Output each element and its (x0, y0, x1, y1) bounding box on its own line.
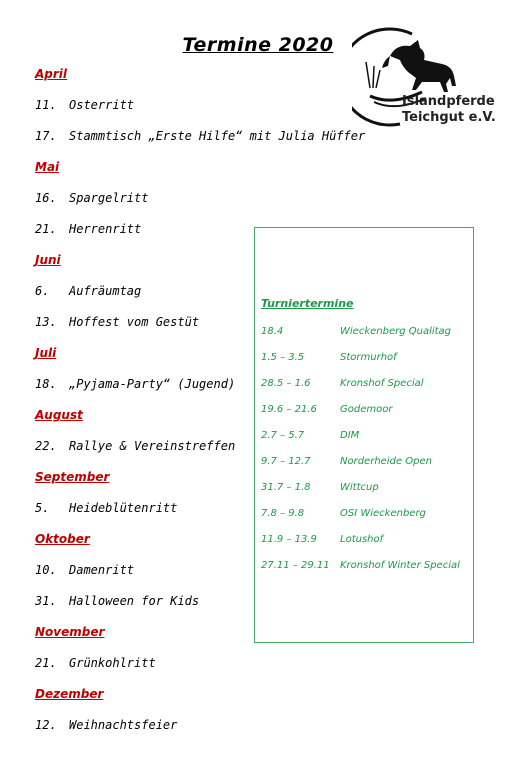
event-name: Aufräumtag (69, 284, 142, 298)
event-row (35, 98, 134, 112)
tournament-date: 27.11 – 29.11 (261, 560, 330, 571)
tournament-name: Kronshof Winter Special (340, 560, 460, 571)
event-name: Halloween for Kids (69, 594, 200, 608)
month-heading: Dezember (35, 687, 104, 701)
month-heading: Mai (35, 160, 60, 174)
event-row (35, 284, 141, 298)
tournament-row (261, 430, 359, 441)
tournament-date: 9.7 – 12.7 (261, 456, 311, 467)
tournament-date: 28.5 – 1.6 (261, 378, 311, 389)
event-day: 6. (35, 284, 50, 298)
event-day: 17. (35, 129, 57, 143)
tournament-row (261, 508, 426, 519)
tournament-row (261, 482, 379, 493)
month-heading: Juli (35, 346, 57, 360)
tournament-name: Wieckenberg Qualitag (340, 326, 452, 337)
event-row (35, 501, 177, 515)
event-day: 22. (35, 439, 57, 453)
tournament-name: Wittcup (340, 482, 379, 493)
event-day: 10. (35, 563, 57, 577)
tournament-row (261, 560, 460, 571)
event-row (35, 315, 199, 329)
tournament-name: DIM (340, 430, 360, 441)
event-row (35, 563, 134, 577)
event-day: 21. (35, 656, 57, 670)
tournament-row (261, 404, 392, 415)
event-day: 16. (35, 191, 57, 205)
tournament-name: Stormurhof (340, 352, 397, 363)
month-heading: November (35, 625, 105, 639)
month-heading: Oktober (35, 532, 90, 546)
month-heading: Juni (35, 253, 61, 267)
tournament-name: Kronshof Special (340, 378, 424, 389)
tournament-name: Norderheide Open (340, 456, 432, 467)
event-name: Spargelritt (69, 191, 149, 205)
tournament-name: Lotushof (340, 534, 384, 545)
event-name: Herrenritt (69, 222, 142, 236)
event-row (35, 129, 365, 143)
tournament-row (261, 352, 397, 363)
event-day: 5. (35, 501, 50, 515)
event-row (35, 377, 235, 391)
event-name: Hoffest vom Gestüt (69, 315, 200, 329)
month-heading: September (35, 470, 110, 484)
event-day: 11. (35, 98, 57, 112)
month-heading: April (35, 67, 68, 81)
tournament-name: OSI Wieckenberg (340, 508, 426, 519)
month-heading: August (35, 408, 83, 422)
club-name (402, 94, 496, 126)
tournament-title: Turniertermine (261, 297, 354, 310)
tournament-date: 2.7 – 5.7 (261, 430, 305, 441)
club-name-line1: Islandpferde (402, 94, 495, 109)
event-day: 12. (35, 718, 57, 732)
tournament-name: Godemoor (340, 404, 393, 415)
event-row (35, 656, 156, 670)
event-name: Weihnachtsfeier (69, 718, 178, 732)
tournament-date: 18.4 (261, 326, 284, 337)
event-day: 18. (35, 377, 57, 391)
event-name: Heideblütenritt (69, 501, 178, 515)
tournament-date: 31.7 – 1.8 (261, 482, 311, 493)
event-name: Osterritt (69, 98, 135, 112)
event-day: 31. (35, 594, 57, 608)
tournament-date: 1.5 – 3.5 (261, 352, 305, 363)
event-name: Rallye & Vereinstreffen (69, 439, 236, 453)
tournament-date: 19.6 – 21.6 (261, 404, 317, 415)
event-row (35, 718, 177, 732)
tournament-row (261, 378, 424, 389)
event-name: „Pyjama-Party“ (Jugend) (69, 377, 236, 391)
tournament-row (261, 326, 451, 337)
event-row (35, 439, 235, 453)
event-name: Damenritt (69, 563, 135, 577)
tournament-date: 11.9 – 13.9 (261, 534, 317, 545)
tournament-date: 7.8 – 9.8 (261, 508, 305, 519)
event-name: Stammtisch „Erste Hilfe“ mit Julia Hüffer (69, 129, 366, 143)
event-day: 13. (35, 315, 57, 329)
event-row (35, 222, 141, 236)
club-name-line2: Teichgut e.V. (402, 110, 496, 125)
event-day: 21. (35, 222, 57, 236)
page-title: Termine 2020 (182, 34, 334, 56)
event-row (35, 191, 148, 205)
event-name: Grünkohlritt (69, 656, 156, 670)
tournament-row (261, 456, 432, 467)
event-row (35, 594, 199, 608)
tournament-row (261, 534, 383, 545)
